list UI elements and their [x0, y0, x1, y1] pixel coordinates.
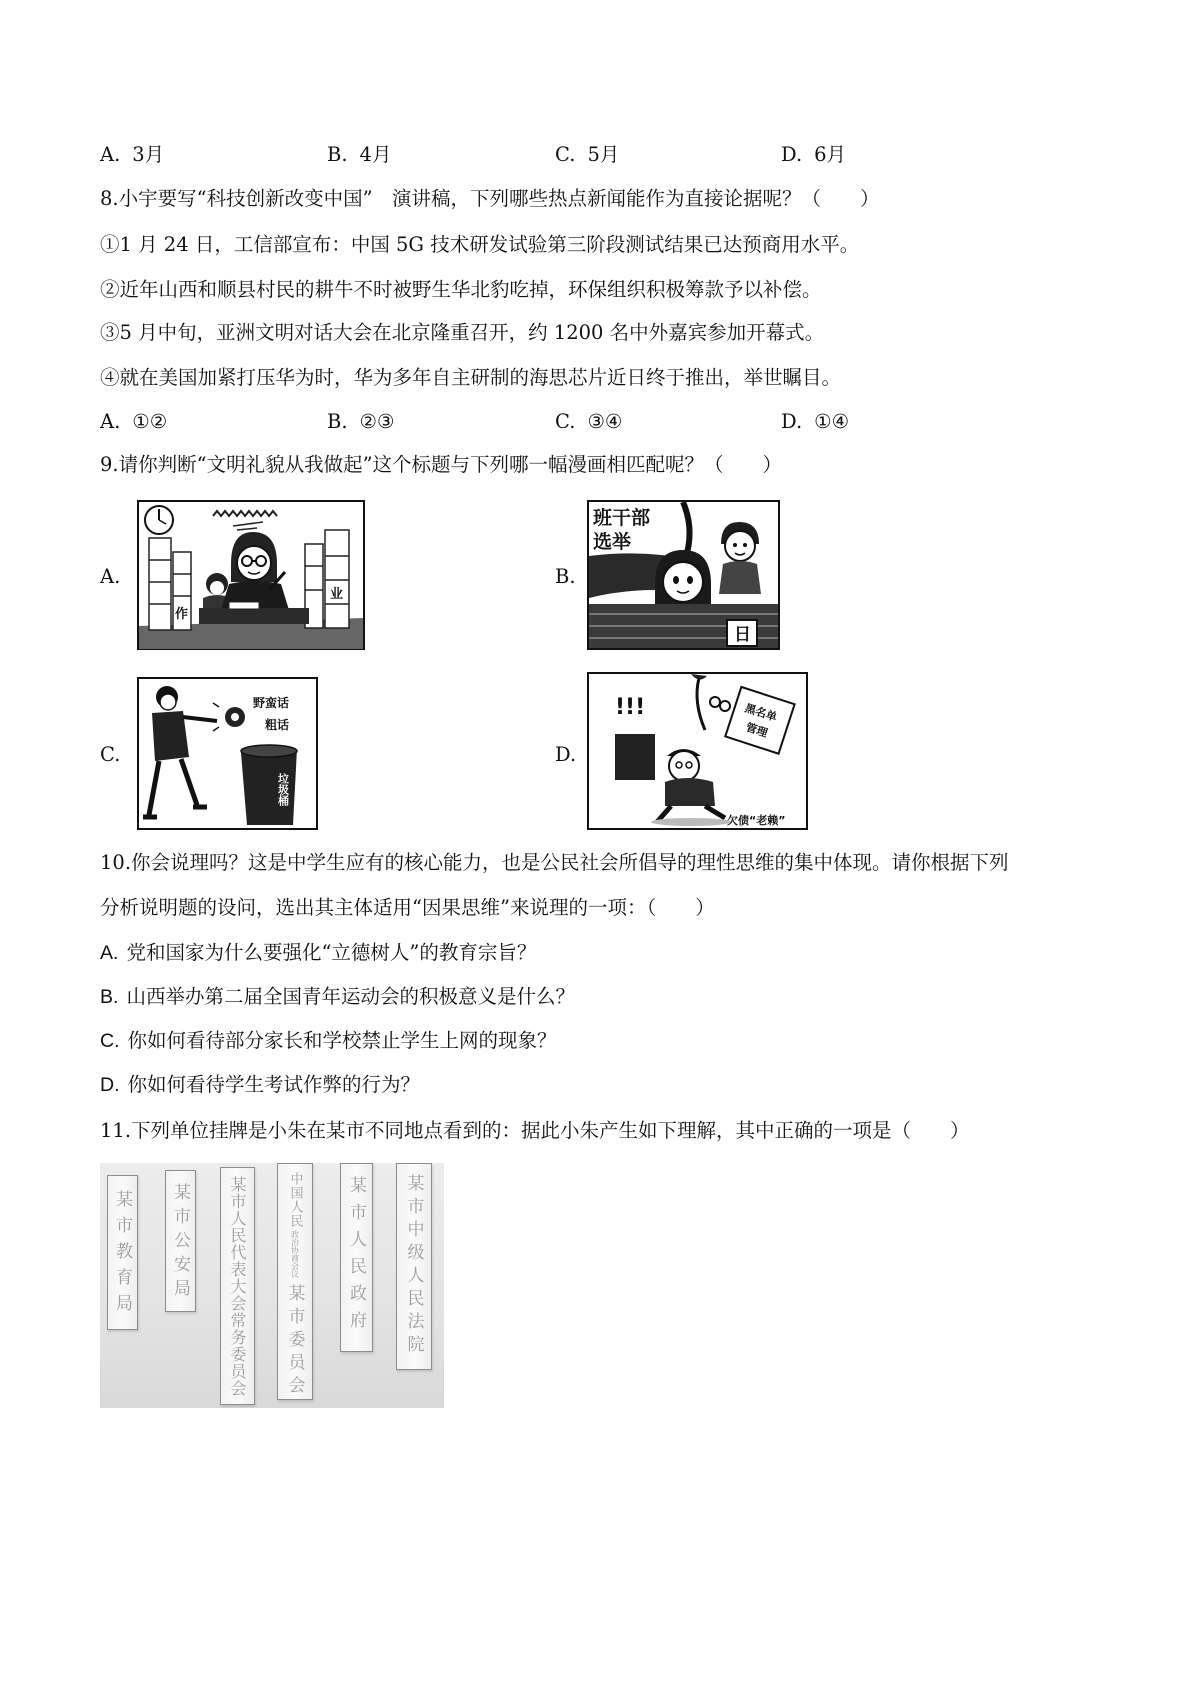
- cartoon-d-text-management: 管理: [744, 720, 770, 740]
- q10-option-a: [100, 940, 536, 966]
- q10-stem-line2: 分析说明题的设问，选出其主体适用“因果思维”来说理的一项：（ ）: [100, 896, 715, 919]
- desk-paper: [229, 602, 259, 609]
- option-label: A.: [100, 143, 121, 166]
- cartoon-a-text-ye: 业: [330, 587, 344, 602]
- girl-figure: [655, 550, 711, 604]
- option-label: A.: [100, 942, 119, 964]
- option-text: 6月: [814, 143, 847, 166]
- option-text: ③④: [587, 410, 623, 433]
- q8-option-b: [327, 409, 395, 435]
- option-label: D.: [781, 410, 803, 433]
- plaque-text-line2: 政治协商会议: [290, 1230, 300, 1278]
- cartoon-c-text-coarse-words: 粗话: [265, 718, 290, 732]
- q8-item-1: ①1 月 24 日，工信部宣布：中国 5G 技术研发试验第三阶段测试结果已达预商用水平。: [100, 233, 860, 256]
- q9-option-a-label: A.: [100, 565, 121, 588]
- q8-stem: 8.小宇要写“科技创新改变中国” 演讲稿，下列哪些热点新闻能作为直接论据呢？（ ）: [100, 187, 880, 210]
- plaque-text: 某市人民代表大会常务委员会: [228, 1176, 247, 1397]
- q7-option-d: [781, 142, 846, 168]
- plaque-intermediate-court: [396, 1163, 432, 1370]
- cartoon-b-text-ri: 日: [734, 625, 751, 645]
- q9-stem: 9.请你判断“文明礼貌从我做起”这个标题与下列哪一幅漫画相匹配呢？（ ）: [100, 453, 783, 476]
- q8-item-2: ②近年山西和顺县村民的耕牛不时被野生华北豹吃掉，环保组织积极筹款予以补偿。: [100, 278, 822, 301]
- cartoon-b-text-cadre: 班干部: [593, 507, 651, 529]
- q8-item-4: ④就在美国加紧打压华为时，华为多年自主研制的海思芯片近日终于推出，举世瞩目。: [100, 366, 842, 389]
- cartoon-c: [137, 677, 318, 830]
- option-text: 你如何看待部分家长和学校禁止学生上网的现象？: [127, 1029, 557, 1052]
- q8-option-d: [781, 409, 849, 435]
- cartoon-a-text-zuo: 作: [175, 607, 189, 622]
- option-text: ①④: [814, 410, 850, 433]
- plaque-public-security-bureau: [165, 1170, 196, 1312]
- plaque-cppcc: [277, 1163, 313, 1400]
- plaque-text-line3: 某市委员会: [284, 1284, 305, 1399]
- option-label: C.: [555, 143, 576, 166]
- desk: [199, 608, 309, 624]
- q8-item-3: ③5 月中旬，亚洲文明对话大会在北京隆重召开，约 1200 名中外嘉宾参加开幕式。: [100, 321, 825, 344]
- option-label: B.: [327, 410, 348, 433]
- plaque-text: 某市教育局: [112, 1190, 132, 1320]
- option-label: C.: [100, 1030, 120, 1052]
- option-text: 4月: [359, 143, 392, 166]
- q11-stem: 11.下列单位挂牌是小朱在某市不同地点看到的：据此小朱产生如下理解，其中正确的一项是（ ）: [100, 1119, 970, 1142]
- q7-option-c: [555, 142, 619, 168]
- option-label: B.: [327, 143, 348, 166]
- plaque-npc-standing-committee: [220, 1167, 255, 1405]
- q10-option-d: [100, 1072, 420, 1098]
- cartoon-c-text-trash-bin: 垃圾桶: [276, 773, 290, 806]
- option-label: A.: [100, 410, 121, 433]
- plaque-text: 某市人民政府: [346, 1176, 366, 1338]
- plaque-text: 某市中级人民法院: [403, 1174, 424, 1358]
- debt-box: [615, 734, 655, 780]
- cartoon-b: [587, 500, 780, 650]
- cartoon-d-text-exclaim: !!!: [615, 695, 646, 720]
- cartoon-c-text-rude-words: 野蛮话: [253, 696, 290, 710]
- q10-stem-line1: 10.你会说理吗？这是中学生应有的核心能力，也是公民社会所倡导的理性思维的集中体现。请你根据下列: [100, 851, 1009, 874]
- option-label: D.: [781, 143, 803, 166]
- option-label: D.: [100, 1074, 120, 1096]
- plaque-text-line1: 中国人民: [287, 1172, 303, 1228]
- q8-option-c: [555, 409, 622, 435]
- q9-option-d-label: D.: [555, 743, 577, 766]
- plaque-education-bureau: [107, 1175, 138, 1330]
- q8-option-a: [100, 409, 167, 435]
- homework-stack-right: [305, 530, 349, 628]
- cartoon-d: [587, 672, 808, 830]
- option-text: ②③: [359, 410, 395, 433]
- cartoon-b-text-election: 选举: [593, 531, 632, 553]
- cartoon-a: [137, 500, 365, 650]
- q7-option-b: [327, 142, 391, 168]
- q7-option-a: [100, 142, 164, 168]
- option-label: B.: [100, 986, 119, 1008]
- option-text: 5月: [587, 143, 620, 166]
- q9-option-c-label: C.: [100, 743, 121, 766]
- cartoon-d-text-debtor: 欠债“老赖”: [727, 814, 786, 827]
- option-text: ①②: [132, 410, 168, 433]
- option-text: 党和国家为什么要强化“立德树人”的教育宗旨？: [126, 941, 537, 964]
- option-text: 山西举办第二届全国青年运动会的积极意义是什么？: [126, 985, 575, 1008]
- q10-option-c: [100, 1028, 557, 1054]
- cartoon-d-text-blacklist: 黑名单: [743, 701, 779, 724]
- option-label: C.: [555, 410, 576, 433]
- q9-option-b-label: B.: [555, 565, 576, 588]
- plaque-photo: [100, 1163, 444, 1408]
- q10-option-b: [100, 984, 575, 1010]
- clock-icon: [145, 506, 173, 534]
- option-text: 3月: [132, 143, 165, 166]
- plaque-government: [340, 1163, 373, 1352]
- plaque-text: 某市公安局: [170, 1183, 190, 1303]
- option-text: 你如何看待学生考试作弊的行为？: [127, 1073, 421, 1096]
